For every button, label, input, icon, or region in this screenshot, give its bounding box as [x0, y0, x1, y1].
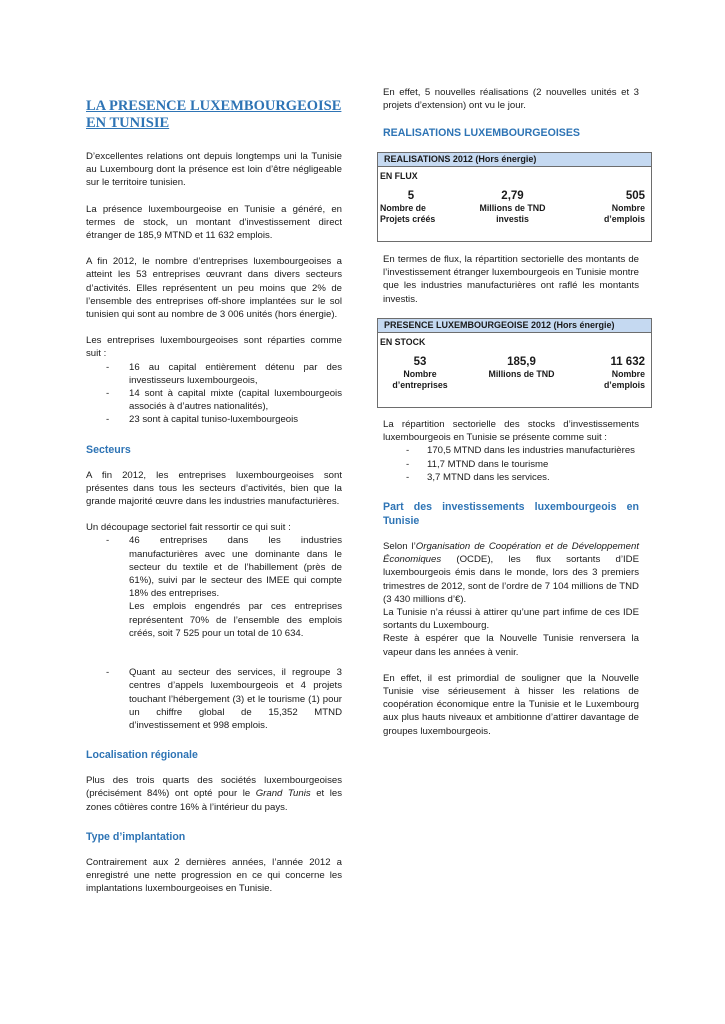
heading-part: Part des investissements luxembourgeois en Tunisie	[383, 501, 639, 528]
list-item: - 16 au capital entièrement détenu par des investisseurs luxembourgeois,	[106, 361, 342, 386]
stock-distribution-paragraph: La répartition sectorielle des stocks d’investissements luxembourgeois en Tunisie se présente comme suit :	[383, 419, 639, 444]
box-stats	[378, 355, 651, 390]
box-kind-label: EN STOCK	[380, 337, 426, 347]
flux-paragraph: En termes de flux, la répartition sectorielle des montants de l’investissement étranger luxembourgeois en Tunisie montre que les industries manufacturières ont raflé les montants investis.	[383, 254, 639, 305]
list-item: - 3,7 MTND dans les services.	[406, 471, 550, 483]
right-flux	[383, 253, 639, 306]
heading-realisations: REALISATIONS LUXEMBOURGEOISES	[383, 127, 580, 140]
stock-paragraph: La présence luxembourgeoise en Tunisie a généré, en termes de stock, un montant d’investissement direct étranger de 185,9 MTND et 11 632 emplois.	[86, 203, 342, 242]
employment-subparagraph: Les emplois engendrés par ces entreprises représentent 70% de l’ensemble des emplois créés, soit 7 525 pour un total de 10 634.	[129, 601, 342, 639]
stat-investment: 2,79 Millions de TND investis	[479, 190, 546, 224]
services-list	[86, 666, 342, 732]
hope-paragraph: Reste à espérer que la Nouvelle Tunisie renversera la vapeur dans les années à venir.	[383, 633, 639, 658]
share-paragraph: La Tunisie n’a réussi à attirer qu’une part infime de ces IDE sortants du Luxembourg.	[383, 607, 639, 632]
implantation-paragraph: Contrairement aux 2 dernières années, l’année 2012 a enregistré une nette progression en ce qui concerne les implantations luxembourgeoises en Tunisie.	[86, 856, 342, 895]
list-item: - 46 entreprises dans les industries manufacturières avec une dominante dans le secteur du textile et de l’habillement (près de 61%), suivi par le secteur des IMEE qui compte 18% des entreprises.	[106, 535, 342, 600]
cooperation-paragraph: En effet, il est primordial de souligner que la Nouvelle Tunisie vise sérieusement à hisser les relations de coopération économique entre la Tunisie et le Luxembourg aux plus hauts niveaux et ambitionne d’attirer davantage de groupes luxembourgeois.	[383, 672, 639, 737]
realisations-paragraph: En effet, 5 nouvelles réalisations (2 nouvelles unités et 3 projets d’extension) ont vu le jour.	[383, 87, 639, 112]
right-stock	[383, 418, 639, 738]
companies-paragraph: A fin 2012, le nombre d’entreprises luxembourgeoises a atteint les 53 entreprises œuvrant dans divers secteurs d’activités. Elles représentent un peu moins que 2% de l’ensemble des entreprises off-shore implantées sur le sol tunisien qui sont au nombre de 3 006 unités (hors énergie).	[86, 256, 342, 321]
list-item: - 11,7 MTND dans le tourisme	[406, 458, 549, 470]
right-intro	[383, 86, 639, 140]
list-item: - 14 sont à capital mixte (capital luxembourgeois associés à d’autres nationalités),	[106, 388, 342, 413]
heading-type: Type d’implantation	[86, 830, 186, 843]
list-item: - Quant au secteur des services, il regroupe 3 centres d’appels luxembourgeois et 4 projets touchant l’hébergement (3) et le tourisme (1) pour un chiffre global de 15,352 MTND d’investissement et 998 emplois.	[106, 667, 342, 731]
stock-list	[383, 444, 639, 484]
stat-jobs: 505 Nombre d’emplois	[603, 190, 645, 224]
sector-list	[86, 534, 342, 600]
box-header: PRESENCE LUXEMBOURGEOISE 2012 (Hors énergie)	[378, 319, 651, 333]
distribution-paragraph: Les entreprises luxembourgeoises sont réparties comme suit :	[86, 335, 342, 360]
intro-paragraph: D’excellentes relations ont depuis longtemps uni la Tunisie au Luxembourg dont la présence est loin d’être négligeable sur le territoire tunisien.	[86, 151, 342, 189]
breakdown-paragraph: Un découpage sectoriel fait ressortir ce qui suit :	[86, 522, 291, 534]
heading-localisation: Localisation régionale	[86, 749, 198, 762]
left-content	[86, 98, 342, 895]
box-stats	[378, 189, 651, 224]
stat-projects: 5 Nombre de Projets créés	[380, 190, 436, 224]
location-paragraph: Plus des trois quarts des sociétés luxembourgeoises (précisément 84%) ont opté pour le Grand Tunis et les zones côtières contre 16% à l’intérieur du pays.	[86, 775, 342, 813]
stat-companies: 53 Nombre d’entreprises	[392, 356, 448, 390]
stat-jobs: 11 632 Nombre d’emplois	[603, 356, 645, 390]
main-title: LA PRESENCE LUXEMBOURGEOISE EN TUNISIE	[86, 98, 342, 131]
presence-box	[377, 318, 652, 408]
realisations-box	[377, 152, 652, 242]
list-item: - 170,5 MTND dans les industries manufacturières	[406, 445, 635, 457]
stat-investment: 185,9 Millions de TND	[488, 356, 555, 379]
list-item: - 23 sont à capital tuniso-luxembourgeois	[106, 414, 299, 426]
ocde-paragraph: Selon l’Organisation de Coopération et de Développement Économiques (OCDE), les flux sortants d’IDE luxembourgeois émis dans le monde, lors des 3 premiers trimestres de 2012, sont de l’ordre de 7 104 millions de TND (3 430 millions d’€).	[383, 541, 639, 605]
box-kind-label: EN FLUX	[380, 171, 418, 181]
heading-secteurs: Secteurs	[86, 443, 131, 456]
sectors-paragraph: A fin 2012, les entreprises luxembourgeoises sont présentes dans tous les secteurs d’activités, bien que la grande majorité œuvre dans les industries manufacturières.	[86, 469, 342, 508]
capital-list	[86, 361, 342, 427]
box-header: REALISATIONS 2012 (Hors énergie)	[378, 153, 651, 167]
